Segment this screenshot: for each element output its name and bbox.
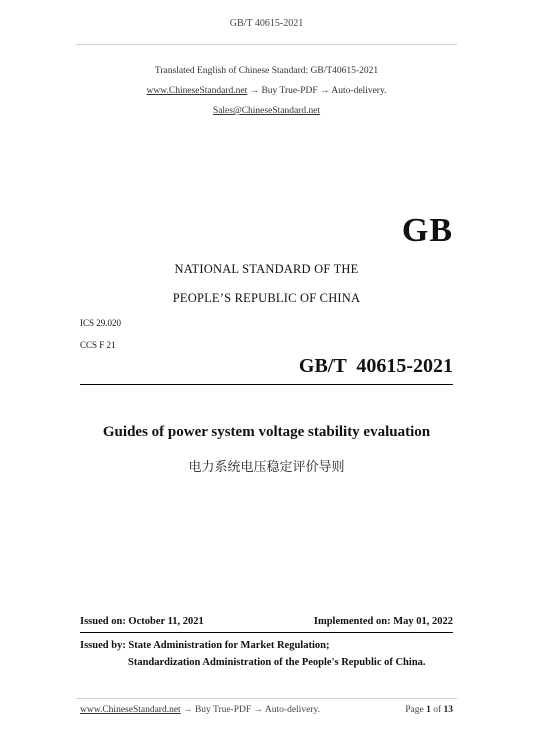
page-indicator	[405, 705, 453, 715]
implemented-on: Implemented on: May 01, 2022	[313, 616, 453, 627]
title-english: Guides of power system voltage stability evaluation	[102, 424, 431, 440]
page-label: Page	[405, 705, 424, 715]
purchase-line	[0, 86, 533, 96]
translation-notice: Translated English of Chinese Standard: GB/T40615-2021	[154, 66, 379, 76]
running-header: GB/T 40615-2021	[229, 18, 304, 29]
footer-rule	[76, 698, 457, 699]
issued-by-line1: Issued by: State Administration for Market Regulation;	[80, 640, 330, 651]
page-of: of	[433, 705, 442, 715]
footer-chinesestandard-link[interactable]: www.ChineseStandard.net	[80, 705, 181, 715]
standard-number: GB/T 40615-2021	[298, 355, 453, 377]
page-current: 1	[426, 705, 431, 715]
header-rule	[76, 44, 457, 45]
footer-purchase-line	[80, 705, 320, 715]
issued-by-line2: Standardization Administration of the People's Republic of China.	[128, 657, 426, 668]
sales-email-link[interactable]: Sales@ChineseStandard.net	[212, 106, 321, 116]
national-standard-line2: PEOPLE’S REPUBLIC OF CHINA	[172, 291, 361, 305]
ccs-code: CCS F 21	[80, 340, 116, 350]
issued-rule	[80, 632, 453, 633]
issued-on: Issued on: October 11, 2021	[80, 616, 204, 627]
title-chinese: 电力系统电压稳定评价导则	[188, 460, 345, 475]
page-total: 13	[443, 705, 453, 715]
standard-number-rule	[80, 384, 453, 385]
email-line	[0, 106, 533, 116]
chinesestandard-link[interactable]: www.ChineseStandard.net	[146, 86, 248, 96]
gb-mark: GB	[401, 212, 453, 249]
footer-purchase-text: → Buy True-PDF → Auto-delivery.	[180, 705, 320, 715]
national-standard-line1: NATIONAL STANDARD OF THE	[174, 262, 359, 276]
purchase-text: → Buy True-PDF → Auto-delivery.	[247, 86, 387, 96]
ics-code: ICS 29.020	[80, 318, 122, 328]
